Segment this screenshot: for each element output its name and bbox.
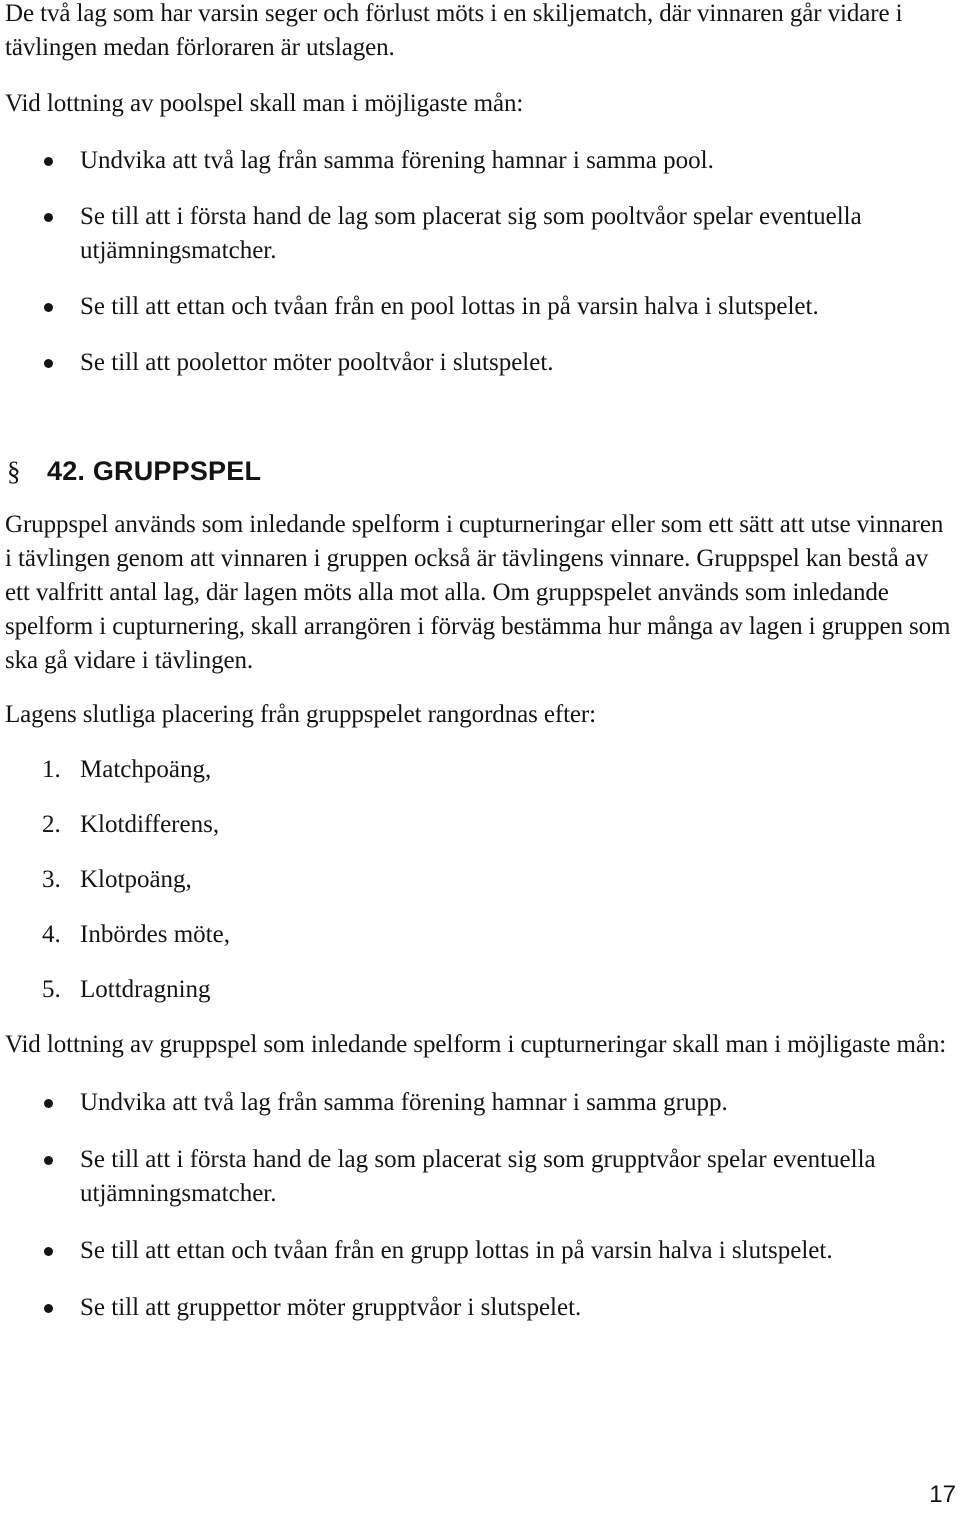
list-number: 3. <box>42 866 61 893</box>
list-item: 2. Klotdifferens, <box>5 808 955 842</box>
group-rules-list <box>5 1086 955 1325</box>
list-item: Undvika att två lag från samma förening hamnar i samma grupp. <box>5 1086 955 1120</box>
intro-paragraph: De två lag som har varsin seger och förlust möts i en skiljematch, där vinnaren går vidare i tävlingen medan förloraren är utslagen. <box>5 0 903 61</box>
list-item: Se till att i första hand de lag som placerat sig som pooltvåor spelar eventuella utjämningsmatcher. <box>5 200 955 268</box>
bullet-icon <box>44 1156 53 1165</box>
list-item: 5. Lottdragning <box>5 973 955 1007</box>
list-item: Se till att ettan och tvåan från en pool lottas in på varsin halva i slutspelet. <box>5 290 955 324</box>
bullet-icon <box>44 1247 53 1256</box>
list-item: Se till att ettan och tvåan från en grupp lottas in på varsin halva i slutspelet. <box>5 1234 955 1268</box>
bullet-icon <box>44 1304 53 1313</box>
pool-rules-list <box>5 144 955 380</box>
list-item: Se till att i första hand de lag som placerat sig som grupptvåor spelar eventuella utjämningsmatcher. <box>5 1143 955 1211</box>
section-body-paragraph: Gruppspel används som inledande spelform i cupturneringar eller som ett sätt att utse vinnaren i tävlingen genom att vinnaren i gruppen också är tävlingens vinnare. Gruppspel kan bestå av ett valfritt antal lag, där lagen möts alla mot alla. Om gruppspelet används som inledande spelform i cupturnering, skall arrangören i förväg bestämma hur många av lagen i gruppen som ska gå vidare i tävlingen. <box>5 511 951 674</box>
group-lottery-lead: Vid lottning av gruppspel som inledande spelform i cupturneringar skall man i möjligaste mån: <box>5 1031 947 1058</box>
list-number: 2. <box>42 811 61 838</box>
bullet-icon <box>44 1099 53 1108</box>
list-item: Undvika att två lag från samma förening hamnar i samma pool. <box>5 144 955 178</box>
page-number: 17 <box>929 1481 956 1508</box>
list-number: 4. <box>42 921 61 948</box>
section-title: 42. GRUPPSPEL <box>47 456 262 486</box>
ranking-list <box>5 753 955 1007</box>
section-symbol: § <box>7 456 21 486</box>
list-number: 1. <box>42 756 61 783</box>
pool-lottery-lead: Vid lottning av poolspel skall man i möjligaste mån: <box>5 90 524 117</box>
list-item: 1. Matchpoäng, <box>5 753 955 787</box>
bullet-icon <box>44 213 53 222</box>
bullet-icon <box>44 303 53 312</box>
section-heading <box>5 454 955 488</box>
list-item: 3. Klotpoäng, <box>5 863 955 897</box>
list-item: Se till att gruppettor möter grupptvåor i slutspelet. <box>5 1291 955 1325</box>
list-item: 4. Inbördes möte, <box>5 918 955 952</box>
bullet-icon <box>44 359 53 368</box>
list-number: 5. <box>42 976 61 1003</box>
bullet-icon <box>44 157 53 166</box>
document-page <box>5 0 955 1325</box>
list-item: Se till att poolettor möter pooltvåor i slutspelet. <box>5 346 955 380</box>
ranking-lead: Lagens slutliga placering från gruppspelet rangordnas efter: <box>5 701 596 728</box>
